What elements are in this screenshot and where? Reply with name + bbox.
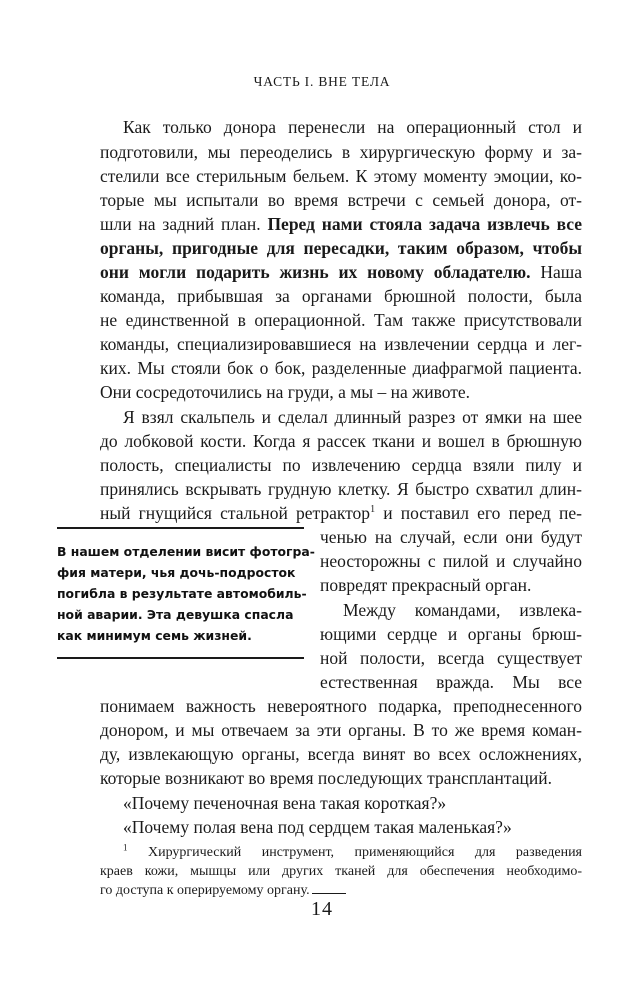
body-line: ной полости, всегда существует: [320, 648, 582, 668]
footnote-text: Хирургический инструмент, применяющийся для разведения: [127, 845, 582, 860]
body-line: Я взял скальпель и сделал длинный разрез от ямки на шее: [123, 407, 582, 427]
body-line: Как только донора перенесли на операционный стол и: [123, 117, 582, 137]
footnote-ref: 1: [370, 504, 376, 516]
body-line: до лобковой кости. Когда я рассек ткани и вошел в брюшную: [100, 431, 582, 451]
body-line: Между командами, извлека-: [343, 600, 582, 620]
body-line: подготовили, мы переоделись в хирургическую форму и за-: [100, 142, 582, 162]
body-line: [100, 214, 582, 234]
pull-quote-line: В нашем отделении висит фотогра-: [57, 544, 315, 559]
footnote-line: го доступа к оперируемому органу.: [100, 883, 310, 898]
body-line: донором, и мы отвечаем за эти органы. В то же время коман-: [100, 720, 582, 740]
bold-emphasis: они могли подарить жизнь их новому обладателю.: [100, 262, 531, 282]
body-line: стелили все стерильным бельем. К этому моменту эмоции, ко-: [100, 166, 582, 186]
body-line: не единственной в операционной. Там также присутствовали: [100, 310, 582, 330]
bold-emphasis-line: органы, пригодные для пересадки, таким образом, чтобы: [100, 238, 582, 258]
body-line: которые возникают во время последующих трансплантаций.: [100, 768, 553, 788]
pull-quote-line: фия матери, чья дочь-подросток: [57, 565, 296, 580]
pull-quote-sidebar: [57, 527, 315, 659]
body-text: шли на задний план.: [100, 214, 268, 234]
page-number: 14: [311, 898, 333, 920]
body-line: [100, 503, 582, 523]
footnote-line: [123, 844, 582, 862]
quote-line: «Почему печеночная вена такая короткая?»: [123, 793, 447, 813]
body-line: полость, специалисты по извлечению сердца взяли пилу и: [100, 455, 582, 475]
running-head: ЧАСТЬ I. ВНЕ ТЕЛА: [253, 74, 391, 89]
body-line: команда, прибывшая за органами брюшной полости, была: [100, 286, 582, 306]
body-line: торые мы испытали во время встречи с семьей донора, от-: [100, 190, 582, 210]
pull-quote-line: погибла в результате автомобиль-: [57, 586, 307, 601]
footnote-marker: 1: [123, 842, 128, 853]
body-line: принялись вскрывать грудную клетку. Я быстро схватил длин-: [100, 479, 582, 499]
body-line: команды, специализировавшиеся на извлечении сердца и лег-: [100, 334, 582, 354]
folio-rule: [312, 893, 346, 894]
bold-emphasis: Перед нами стояла задача извлечь все: [267, 214, 582, 234]
quote-line: «Почему полая вена под сердцем такая маленькая?»: [123, 817, 512, 837]
pull-quote-line: ной аварии. Эта девушка спасла: [57, 607, 294, 622]
body-line: неосторожны с пилой и случайно: [320, 551, 582, 571]
body-text: Наша: [530, 262, 582, 282]
body-line: ющими сердце и органы брюш-: [320, 624, 582, 644]
body-line: [100, 262, 582, 282]
body-line: естественная вражда. Мы все: [320, 672, 582, 692]
body-text: и поставил его перед пе-: [375, 503, 582, 523]
body-line: ких. Мы стояли бок о бок, разделенные диафрагмой пациента.: [100, 358, 582, 378]
body-text: ный гнущийся стальной ретрактор: [100, 503, 371, 523]
body-line: понимаем важность невероятного подарка, преподнесенного: [100, 696, 582, 716]
body-line: ду, извлекающую органы, всегда винят во всех осложнениях,: [100, 744, 582, 764]
pull-quote-line: как минимум семь жизней.: [57, 628, 252, 643]
body-line: Они сосредоточились на груди, а мы – на животе.: [100, 382, 471, 402]
body-line: ченью на случай, если они будут: [320, 527, 582, 547]
body-line: повредят прекрасный орган.: [320, 575, 532, 595]
footnote-line: краев кожи, мышцы или других тканей для обеспечения необходимо-: [100, 864, 582, 879]
